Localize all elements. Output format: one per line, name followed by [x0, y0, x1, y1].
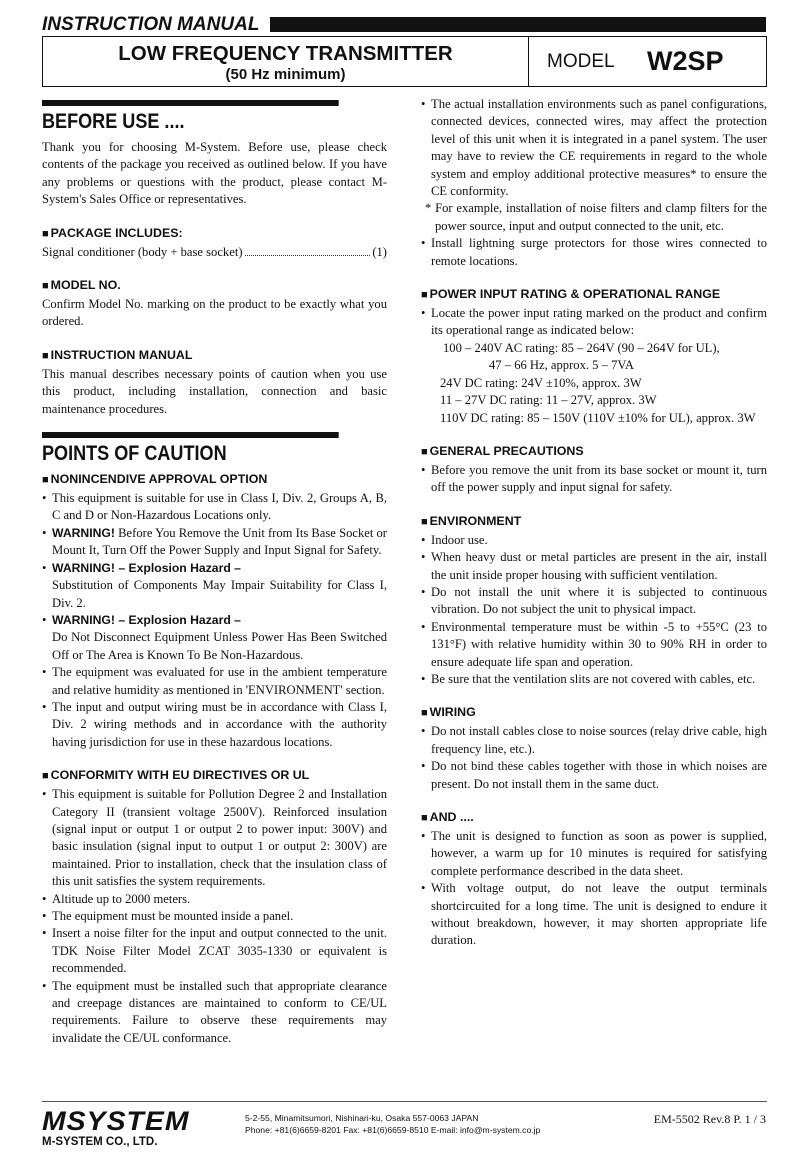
- model-value: W2SP: [647, 46, 724, 76]
- list-item: [42, 560, 387, 612]
- power-list: [421, 305, 767, 340]
- warning-text: Do Not Disconnect Equipment Unless Power Has Been Switched Off or The Area is Known To Be Non-Hazardous.: [52, 630, 387, 662]
- model-no-heading: ■ MODEL NO.: [42, 277, 387, 295]
- company-contact: Phone: +81(6)6659-8201 Fax: +81(6)6659-8510 E-mail: info@m-system.co.jp: [245, 1125, 541, 1135]
- list-item: • The actual installation environments such as panel configurations, connected devices, connected wires, may affect the protection level of this unit when it is integrated in a panel system. The user may have to review the CE requirements in regard to the whole system and employ additional protective measures* to ensure the CE conformity.: [421, 96, 767, 200]
- nonincendive-list: [42, 490, 387, 751]
- warning-text: Before You Remove the Unit from Its Base Socket or Mount It, Turn Off the Power Supply and Input Signal for Safety.: [52, 525, 388, 558]
- rating-line: 110V DC rating: 85 – 150V (110V ±10% for UL), approx. 3W: [440, 410, 756, 425]
- manual-label: INSTRUCTION MANUAL: [42, 14, 260, 35]
- list-item: [42, 612, 387, 664]
- spacer: [42, 418, 387, 432]
- list-item: • Do not install cables close to noise sources (relay drive cable, high frequency line, etc.).: [421, 723, 767, 758]
- wiring-heading: ■ WIRING: [421, 704, 767, 722]
- list-item: • Be sure that the ventilation slits are not covered with cables, etc.: [421, 671, 767, 688]
- document-number: EM-5502 Rev.8 P. 1 / 3: [653, 1112, 766, 1126]
- list-item: • Indoor use.: [421, 532, 767, 549]
- leader-dots: [245, 255, 371, 256]
- rating-line: 100 – 240V AC rating: 85 – 264V (90 – 264V for UL),: [443, 340, 720, 355]
- footnote: * For example, installation of noise filters and clamp filters for the power source, input and output connected to the unit, etc.: [425, 201, 767, 233]
- rating-line: 47 – 66 Hz, approx. 5 – 7VA: [489, 358, 634, 373]
- and-list: [421, 828, 767, 950]
- list-item: • Do not bind these cables together with those in which noises are present. Do not install them in the same duct.: [421, 758, 767, 793]
- product-subtitle: (50 Hz minimum): [225, 66, 346, 83]
- warning-label: WARNING!: [52, 525, 115, 540]
- manual-header: [42, 14, 766, 35]
- package-item-label: Signal conditioner (body + base socket): [42, 244, 243, 259]
- environment-heading: ■ ENVIRONMENT: [421, 513, 767, 531]
- list-item: • The equipment was evaluated for use in the ambient temperature and relative humidity as mentioned in 'ENVIRONMENT' section.: [42, 664, 387, 699]
- list-item: • Before you remove the unit from its base socket or mount it, turn off the power supply and input signal for safety.: [421, 462, 767, 497]
- conformity-heading: ■ CONFORMITY WITH EU DIRECTIVES OR UL: [42, 767, 387, 785]
- list-item: • Locate the power input rating marked on the product and confirm its operational range as indicated below:: [421, 305, 767, 340]
- package-heading: ■ PACKAGE INCLUDES:: [42, 225, 387, 243]
- rating-line: 11 – 27V DC rating: 11 – 27V, approx. 3W: [440, 393, 657, 408]
- list-item: [42, 525, 387, 560]
- product-title-block: [43, 37, 529, 86]
- list-item: • The unit is designed to function as soon as power is supplied, however, a warm up for 10 minutes is required for satisfying complete performance described in the data sheet.: [421, 828, 767, 880]
- points-title: POINTS OF CAUTION: [42, 432, 339, 466]
- power-heading: ■ POWER INPUT RATING & OPERATIONAL RANGE: [421, 286, 767, 304]
- company-address-block: [245, 1112, 540, 1136]
- list-item: • Insert a noise filter for the input and output connected to the unit. TDK Noise Filter Model ZCAT 3035-1330 or equivalent is recommended.: [42, 925, 387, 977]
- list-item: • Do not install the unit where it is subjected to continuous vibration. Do not subject the unit to physical impact.: [421, 584, 767, 619]
- before-use-title: BEFORE USE ....: [42, 100, 339, 134]
- title-box: [42, 36, 767, 87]
- power-ratings: [421, 340, 767, 427]
- product-title: LOW FREQUENCY TRANSMITTER: [118, 42, 453, 65]
- list-item: • Altitude up to 2000 meters.: [42, 891, 387, 908]
- general-list: [421, 462, 767, 497]
- wiring-list: [421, 723, 767, 793]
- manual-heading: ■ INSTRUCTION MANUAL: [42, 347, 387, 365]
- model-no-text: Confirm Model No. marking on the product to be exactly what you ordered.: [42, 297, 387, 329]
- list-item: • The input and output wiring must be in accordance with Class I, Div. 2 wiring methods and in accordance with the authority having jurisdiction for use in these hazardous locations.: [42, 699, 387, 751]
- package-item-qty: (1): [372, 244, 387, 259]
- package-item: [42, 244, 387, 261]
- list-item: • When heavy dust or metal particles are present in the air, install the unit inside proper housing with sufficient ventilation.: [421, 549, 767, 584]
- header-bar: [270, 17, 766, 32]
- list-item: • The equipment must be mounted inside a panel.: [42, 908, 387, 925]
- general-heading: ■ GENERAL PRECAUTIONS: [421, 443, 767, 461]
- list-item: • Environmental temperature must be within -5 to +55°C (23 to 131°F) with relative humidity within 30 to 90% RH in order to ensure adequate life span and operation.: [421, 619, 767, 671]
- conformity-list-cont: [421, 96, 767, 200]
- list-item: • This equipment is suitable for use in Class I, Div. 2, Groups A, B, C and D or Non-Hazardous Locations only.: [42, 490, 387, 525]
- right-column: [421, 96, 767, 950]
- model-label: MODEL: [547, 51, 615, 72]
- and-heading: ■ AND ....: [421, 809, 767, 827]
- conformity-list-cont2: [421, 235, 767, 270]
- list-item: • Install lightning surge protectors for those wires connected to remote locations.: [421, 235, 767, 270]
- nonincendive-heading: ■ NONINCENDIVE APPROVAL OPTION: [42, 471, 387, 489]
- rating-line: 24V DC rating: 24V ±10%, approx. 3W: [440, 375, 642, 390]
- company-address: 5-2-55, Minamitsumori, Nishinari-ku, Osaka 557-0063 JAPAN: [245, 1113, 479, 1123]
- list-item: • This equipment is suitable for Pollution Degree 2 and Installation Category II (transient voltage 2500V). Reinforced insulation (signal input or output 1 or output 2 to power input: 300V) and basic insulation (signal input to output 1 or output 2: 300V) are maintained. Prior to installation, check that the insulation class of this unit satisfies the system requirements.: [42, 786, 387, 890]
- warning-label: • WARNING! – Explosion Hazard –: [52, 612, 241, 627]
- footer-rule: [42, 1101, 767, 1102]
- model-block: [537, 37, 766, 86]
- list-item: • The equipment must be installed such that appropriate clearance and creepage distances are maintained to conform to CE/UL requirements. Failure to observe these requirements may invalidate the CE/UL conformance.: [42, 978, 387, 1048]
- warning-label: • WARNING! – Explosion Hazard –: [52, 560, 241, 575]
- warning-text: Substitution of Components May Impair Suitability for Class I, Div. 2.: [52, 578, 387, 610]
- company-name: M-SYSTEM CO., LTD.: [42, 1136, 158, 1148]
- conformity-list: [42, 786, 387, 1047]
- list-item: • With voltage output, do not leave the output terminals shortcircuited for a long time. The unit is designed to endure it without breakdown, however, it may shorten appropriate life duration.: [421, 880, 767, 950]
- company-logo: MSYSTEM: [42, 1106, 190, 1136]
- left-column: [42, 100, 387, 1047]
- intro-text: Thank you for choosing M-System. Before use, please check contents of the package you received as outlined below. If you have any problems or questions with the product, please contact M-System's Sales Office or representatives.: [42, 140, 387, 207]
- manual-text: This manual describes necessary points of caution when you use this product, including installation, connection and basic maintenance procedures.: [42, 366, 387, 416]
- environment-list: [421, 532, 767, 689]
